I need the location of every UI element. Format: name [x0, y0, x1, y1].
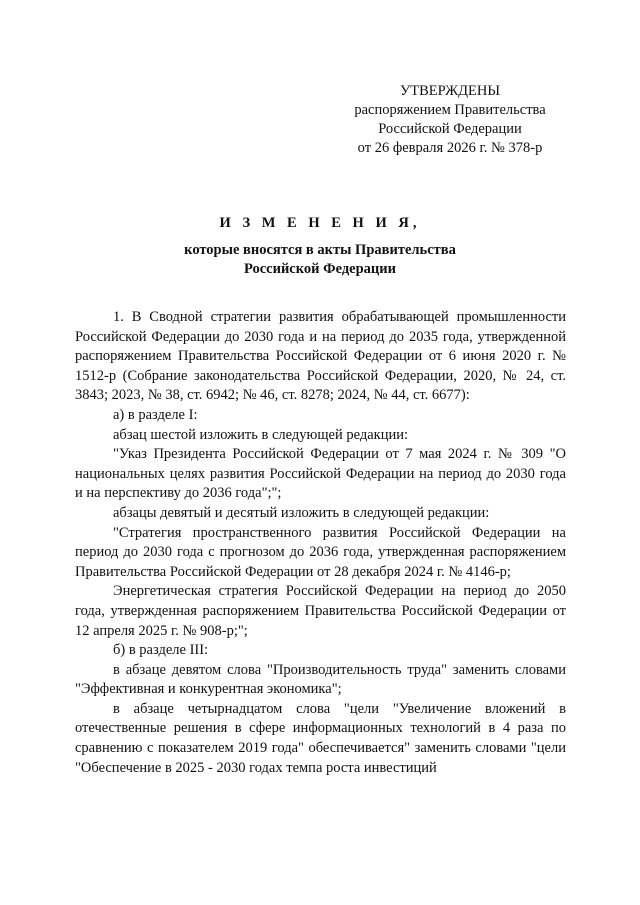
- paragraph: 1. В Сводной стратегии развития обрабатывающей промышленности Российской Федерации до 2030 года и на период до 2035 года, утвержденной распоряжением Правительства Российской Федерации от 6 июня 2020 г. № 1512-р (Собрание законодательства Российской Федерации, 2020, № 24, ст. 3843; 2023, № 38, ст. 6942; № 46, ст. 8278; 2024, № 44, ст. 6677):: [75, 309, 566, 404]
- paragraph: абзацы девятый и десятый изложить в следующей редакции:: [113, 504, 490, 521]
- document-subtitle: которые вносятся в акты Правительства: [184, 242, 456, 258]
- paragraph: в абзаце четырнадцатом слова "цели "Увеличение вложений в отечественные решения в сфере информационных технологий в 4 раза по сравнению с показателем 2019 года" обеспечивается" заменить словами "цели "Обеспечение в 2025 - 2030 годах темпа роста инвестиций: [75, 700, 566, 776]
- approval-date: от 26 февраля 2026 г. № 378-р: [357, 140, 543, 156]
- paragraph: б) в разделе III:: [113, 642, 209, 659]
- approval-title: УТВЕРЖДЕНЫ: [399, 83, 501, 99]
- approval-stamp: [300, 82, 600, 158]
- paragraph: "Указ Президента Российской Федерации от 7 мая 2024 г. № 309 "О национальных целях развития Российской Федерации на период до 2030 года и на перспективу до 2036 года";";: [75, 446, 566, 502]
- document-subtitle: Российской Федерации: [243, 261, 396, 277]
- approval-line: Российской Федерации: [378, 121, 522, 137]
- paragraph: а) в разделе I:: [113, 406, 198, 423]
- paragraph: абзац шестой изложить в следующей редакции:: [113, 426, 408, 443]
- document-title: И З М Е Н Е Н И Я,: [219, 215, 421, 231]
- approval-line: распоряжением Правительства: [354, 102, 546, 118]
- paragraph: "Стратегия пространственного развития Российской Федерации на период до 2030 года с прогнозом до 2036 года, утвержденная распоряжением Правительства Российской Федерации от 28 декабря 2024 г. № 4146-р;: [75, 524, 566, 580]
- paragraph: в абзаце девятом слова "Производительность труда" заменить словами "Эффективная и конкурентная экономика";: [75, 661, 566, 698]
- paragraph: Энергетическая стратегия Российской Федерации на период до 2050 года, утвержденная распоряжением Правительства Российской Федерации от 12 апреля 2025 г. № 908-р;";: [75, 583, 566, 639]
- document-heading: [60, 214, 580, 279]
- document-body: [75, 308, 566, 778]
